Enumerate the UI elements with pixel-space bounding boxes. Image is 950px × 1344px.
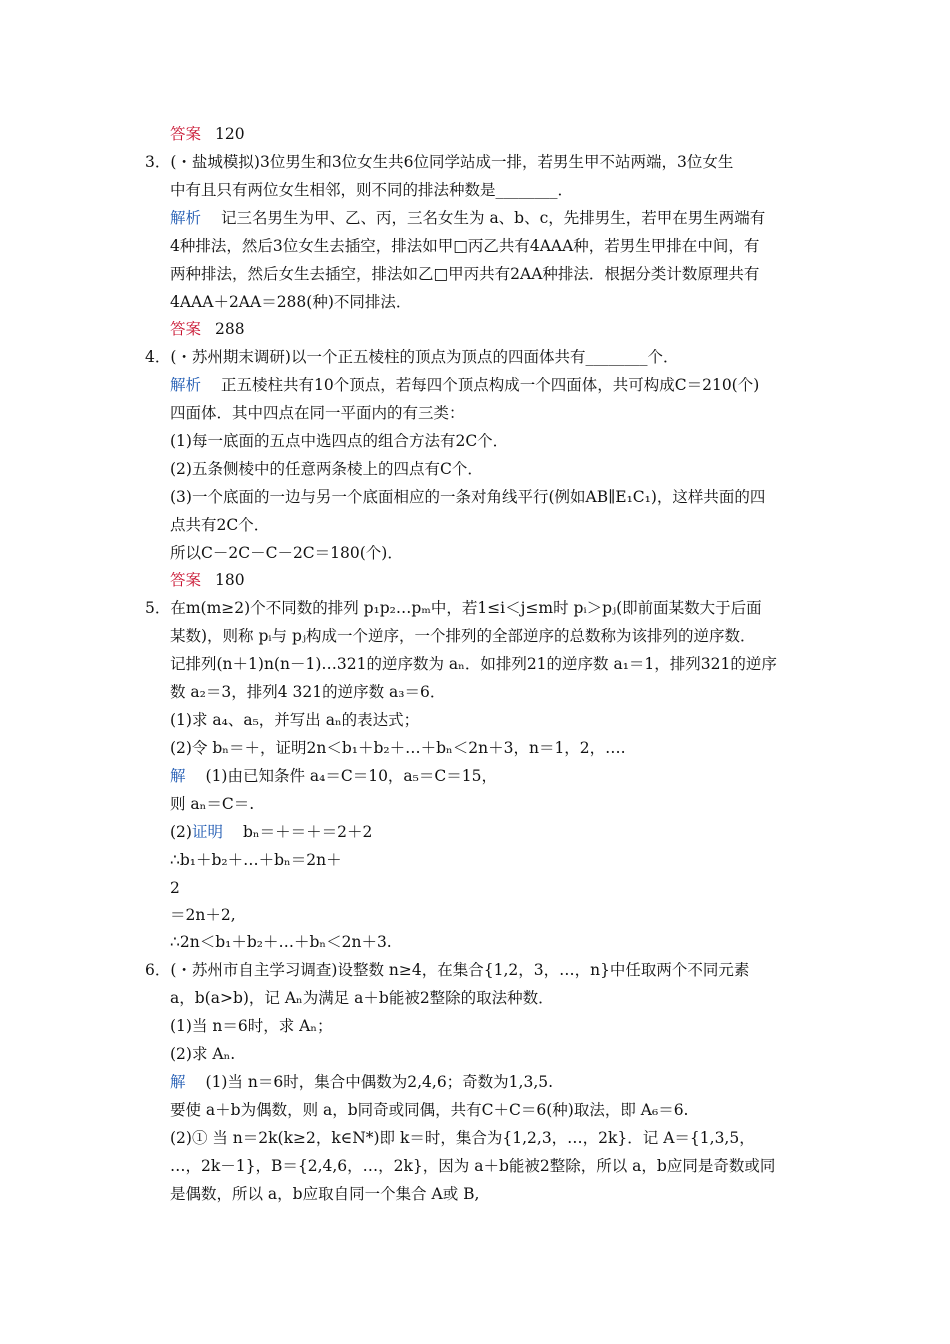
analysis-q4-line-4: (2)五条侧棱中的任意两条棱上的四点有C个． [170, 460, 483, 478]
solution-q6-line-3: (2)① 当 n＝2k(k≥2，k∈N*)即 k＝时，集合为{1,2,3，…，2k}．记 A＝{1,3,5， [170, 1129, 755, 1147]
analysis-label: 解析 [170, 376, 202, 394]
solution-q5-line-1 [170, 766, 497, 786]
analysis-q4-line-2: 四面体．其中四点在同一平面内的有三类： [170, 404, 465, 422]
analysis-q4-line-1 [170, 375, 759, 395]
question-5-line-3: 记排列(n＋1)n(n－1)…321的逆序数为 aₙ．如排列21的逆序数 a₁＝1，排列321的逆序 [170, 655, 777, 673]
question-6-part-1: (1)当 n＝6时，求 Aₙ； [170, 1017, 333, 1035]
answer-line-q3 [170, 319, 245, 339]
question-6-line-1: 6．(・苏州市自主学习调查)设整数 n≥4，在集合{1,2，3，…，n}中任取两个不同元素 [145, 961, 750, 979]
answer-value: 288 [215, 320, 245, 338]
answer-line-q2 [170, 124, 245, 144]
proof-text: bₙ＝＋＝＋＝2＋2 [242, 823, 373, 841]
solution-q6-line-1 [170, 1072, 553, 1092]
answer-label: 答案 [170, 125, 202, 143]
question-5-line-1: 5．在m(m≥2)个不同数的排列 p₁p₂…pₘ中，若1≤i＜j≤m时 pᵢ＞pⱼ(即前面某数大于后面 [145, 599, 762, 617]
analysis-q3-line-3: 两种排法，然后女生去插空，排法如乙□甲丙共有2AA种排法．根据分类计数原理共有 [170, 265, 760, 283]
solution-q6-line-4: …，2k－1}，B＝{2,4,6，…，2k}，因为 a＋b能被2整除，所以 a，b应同是奇数或同 [170, 1157, 776, 1175]
question-5-line-2: 某数)，则称 pᵢ与 pⱼ构成一个逆序，一个排列的全部逆序的总数称为该排列的逆序数． [170, 627, 756, 645]
solution-text: (1)当 n＝6时，集合中偶数为2,4,6；奇数为1,3,5. [205, 1073, 554, 1091]
question-6-line-2: a，b(a>b)，记 Aₙ为满足 a＋b能被2整除的取法种数． [170, 989, 554, 1007]
answer-value: 180 [215, 571, 245, 589]
solution-text: (1)由已知条件 a₄＝C＝10，a₅＝C＝15， [205, 767, 497, 785]
question-3-line-2: 中有且只有两位女生相邻，则不同的排法种数是________． [170, 181, 574, 199]
question-5-line-4: 数 a₂＝3，排列4 321的逆序数 a₃＝6． [170, 683, 446, 701]
proof-q5-line-1 [170, 822, 372, 842]
proof-q5-line-4: ＝2n＋2, [170, 906, 236, 924]
analysis-label: 解析 [170, 209, 202, 227]
analysis-q3-line-2: 4种排法，然后3位女生去插空，排法如甲□丙乙共有4AAA种，若男生甲排在中间，有 [170, 237, 760, 255]
analysis-text: 记三名男生为甲、乙、丙，三名女生为 a、b、c，先排男生，若甲在男生两端有 [221, 209, 766, 227]
proof-q5-line-2: ∴b₁＋b₂＋…＋bₙ＝2n＋ [170, 851, 342, 869]
proof-q5-line-5: ∴2n＜b₁＋b₂＋…＋bₙ＜2n＋3. [170, 933, 392, 951]
question-5-part-2: (2)令 bₙ＝＋，证明2n＜b₁＋b₂＋…＋bₙ＜2n＋3，n＝1，2，…. [170, 739, 626, 757]
solution-q6-line-5: 是偶数，所以 a，b应取自同一个集合 A或 B, [170, 1185, 480, 1203]
answer-value: 120 [215, 125, 245, 143]
analysis-q4-line-7: 所以C－2C－C－2C＝180(个)． [170, 544, 403, 562]
analysis-q4-line-6: 点共有2C个． [170, 516, 270, 534]
question-3-line-1: 3．(・盐城模拟)3位男生和3位女生共6位同学站成一排，若男生甲不站两端，3位女生 [145, 153, 734, 171]
answer-line-q4 [170, 570, 245, 590]
answer-label: 答案 [170, 571, 202, 589]
proof-q5-line-3: 2 [170, 879, 180, 897]
solution-label: 解 [170, 767, 186, 785]
proof-label: 证明 [191, 823, 223, 841]
solution-q6-line-2: 要使 a＋b为偶数，则 a，b同奇或同偶，共有C＋C＝6(种)取法，即 A₆＝6. [170, 1101, 689, 1119]
analysis-q4-line-3: (1)每一底面的五点中选四点的组合方法有2C个． [170, 432, 509, 450]
analysis-q4-line-5: (3)一个底面的一边与另一个底面相应的一条对角线平行(例如AB∥E₁C₁)，这样共面的四 [170, 488, 766, 506]
solution-label: 解 [170, 1073, 186, 1091]
analysis-text: 正五棱柱共有10个顶点，若每四个顶点构成一个四面体，共可构成C＝210(个) [221, 376, 760, 394]
proof-prefix: (2) [170, 823, 192, 841]
question-4-line-1: 4．(・苏州期末调研)以一个正五棱柱的顶点为顶点的四面体共有________个． [145, 348, 679, 366]
solution-q5-line-2: 则 aₙ＝C＝. [170, 795, 255, 813]
question-6-part-2: (2)求 Aₙ. [170, 1045, 236, 1063]
analysis-q3-line-1 [170, 208, 765, 228]
analysis-q3-line-4: 4AAA＋2AA＝288(种)不同排法． [170, 293, 412, 311]
question-5-part-1: (1)求 a₄、a₅，并写出 aₙ的表达式； [170, 711, 420, 729]
answer-label: 答案 [170, 320, 202, 338]
